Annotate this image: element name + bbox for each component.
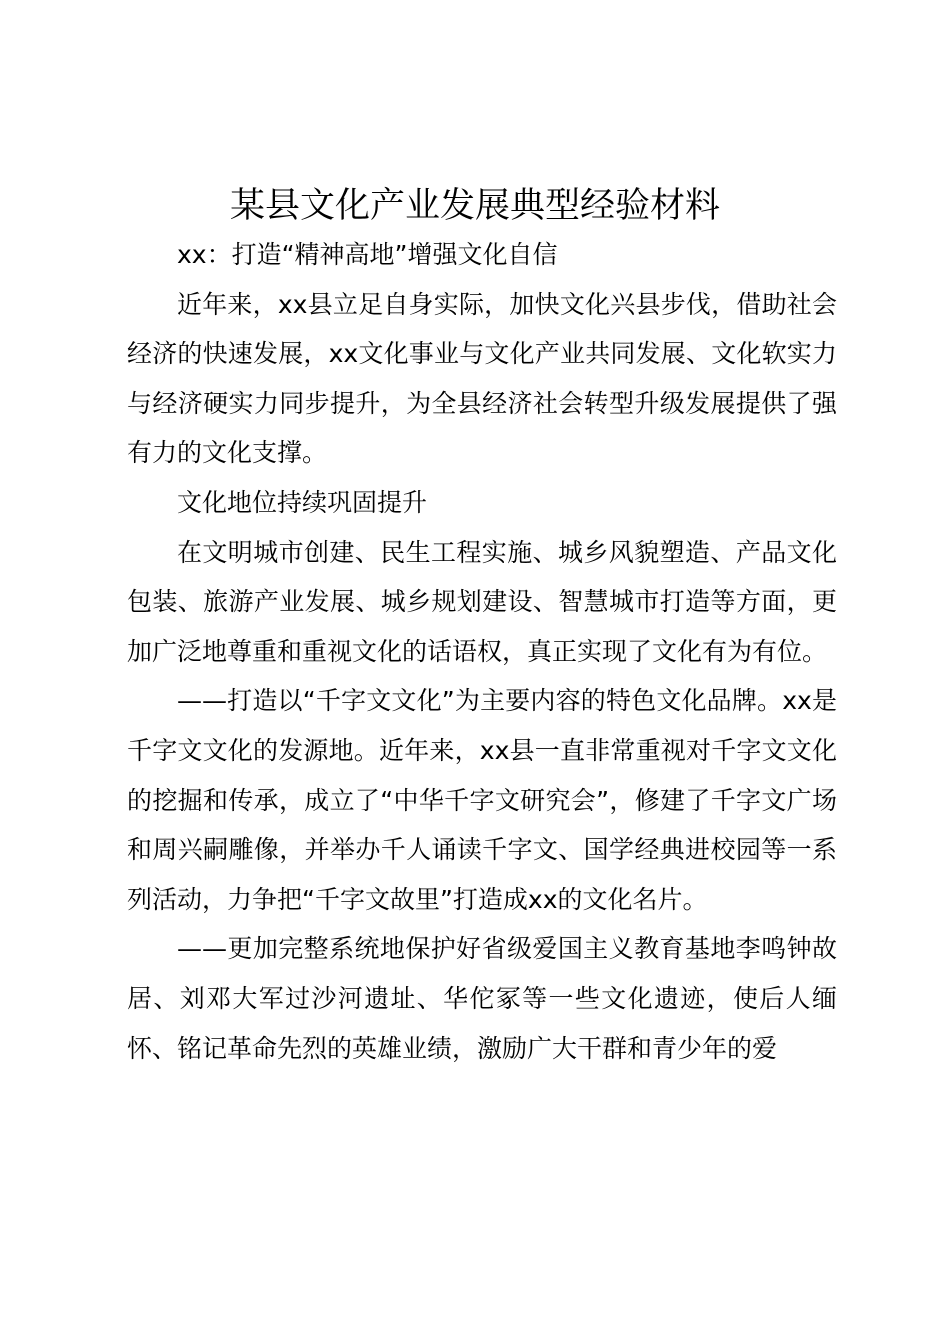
paragraph-intro: 近年来，xx县立足自身实际，加快文化兴县步伐，借助社会经济的快速发展，xx文化事业与文化产业共同发展、文化软实力与经济硬实力同步提升，为全县经济社会转型升级发展提供了强有力的文化支撑。 <box>127 289 837 468</box>
section-heading: 文化地位持续巩固提升 <box>177 487 428 517</box>
document-title: 某县文化产业发展典型经验材料 <box>229 186 720 226</box>
document-subtitle: xx：打造“精神高地”增强文化自信 <box>177 240 558 269</box>
paragraph-culture-status: 在文明城市创建、民生工程实施、城乡风貌塑造、产品文化包装、旅游产业发展、城乡规划建设、智慧城市打造等方面，更加广泛地尊重和重视文化的话语权，真正实现了文化有为有位。 <box>127 537 837 666</box>
paragraph-qianziwen-brand: ——打造以“千字文文化”为主要内容的特色文化品牌。xx是千字文文化的发源地。近年来，xx县一直非常重视对千字文文化的挖掘和传承，成立了“中华千字文研究会”，修建了千字文广场和周兴嗣雕像，并举办千人诵读千字文、国学经典进校园等一系列活动，力争把“千字文故里”打造成xx的文化名片。 <box>127 686 837 914</box>
paragraph-heritage-protection: ——更加完整系统地保护好省级爱国主义教育基地李鸣钟故居、刘邓大军过沙河遗址、华佗冢等一些文化遗迹，使后人缅怀、铭记革命先烈的英雄业绩，激励广大干群和青少年的爱 <box>127 934 837 1063</box>
document-body <box>127 230 837 1073</box>
